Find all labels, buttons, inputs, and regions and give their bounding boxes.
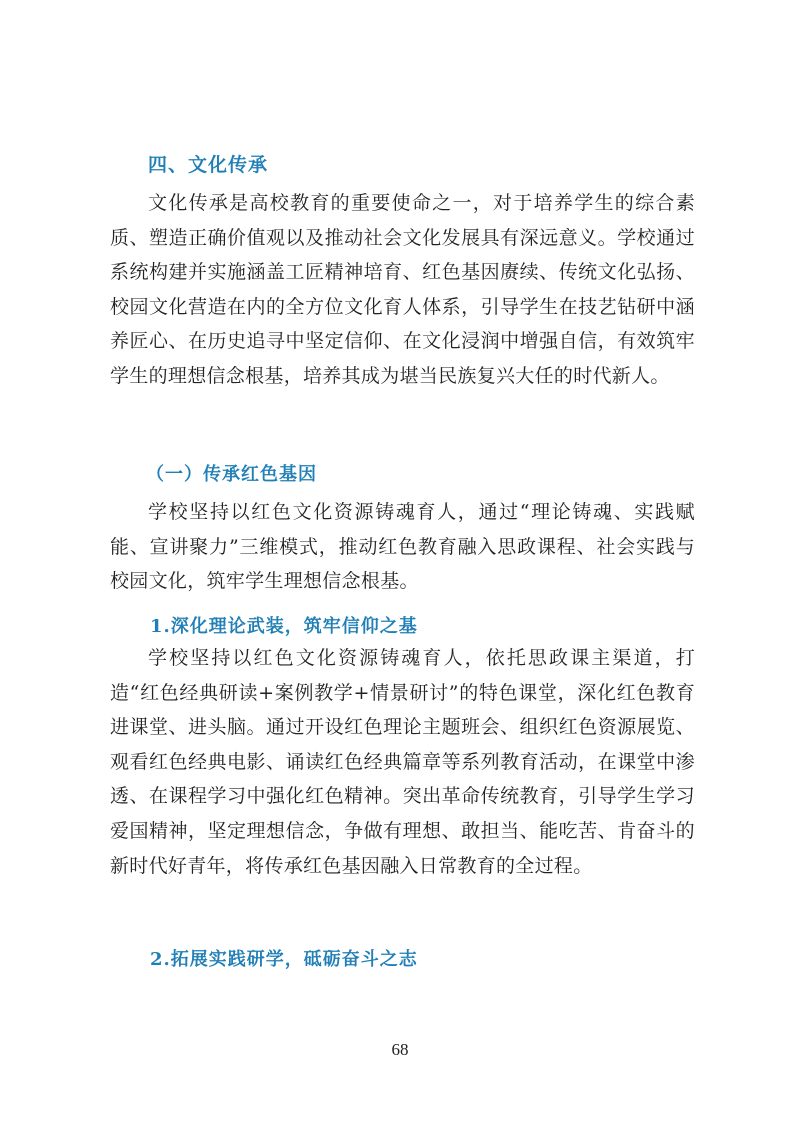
section-intro-paragraph: 文化传承是高校教育的重要使命之一，对于培养学生的综合素质、塑造正确价值观以及推动社会文化发展具有深远意义。学校通过系统构建并实施涵盖工匠精神培育、红色基因赓续、传统文化弘扬、校园文化营造在内的全方位文化育人体系，引导学生在技艺钻研中涵养匠心、在历史追寻中坚定信仰、在文化浸润中增强自信，有效筑牢学生的理想信念根基，培养其成为堪当民族复兴大任的时代新人。 — [110, 192, 695, 387]
page-number: 68 — [391, 1040, 409, 1059]
point1-heading: 1.深化理论武装，筑牢信仰之基 — [150, 616, 418, 637]
point1-paragraph: 学校坚持以红色文化资源铸魂育人，依托思政课主渠道，打造“红色经典研读+案例教学+情景研讨”的特色课堂，深化红色教育进课堂、进头脑。通过开设红色理论主题班会、组织红色资源展览、观看红色经典电影、诵读红色经典篇章等系列教育活动，在课堂中渗透、在课程学习中强化红色精神。突出革命传统教育，引导学生学习爱国精神，坚定理想信念，争做有理想、敢担当、能吃苦、肯奋斗的新时代好青年，将传承红色基因融入日常教育的全过程。 — [110, 647, 695, 877]
subsection-intro-paragraph: 学校坚持以红色文化资源铸魂育人，通过“理论铸魂、实践赋能、宣讲聚力”三维模式，推动红色教育融入思政课程、社会实践与校园文化，筑牢学生理想信念根基。 — [110, 501, 695, 593]
section-heading: 四、文化传承 — [148, 154, 269, 176]
subsection-heading: （一）传承红色基因 — [146, 464, 317, 485]
point2-heading: 2.拓展实践研学，砥砺奋斗之志 — [150, 949, 418, 970]
